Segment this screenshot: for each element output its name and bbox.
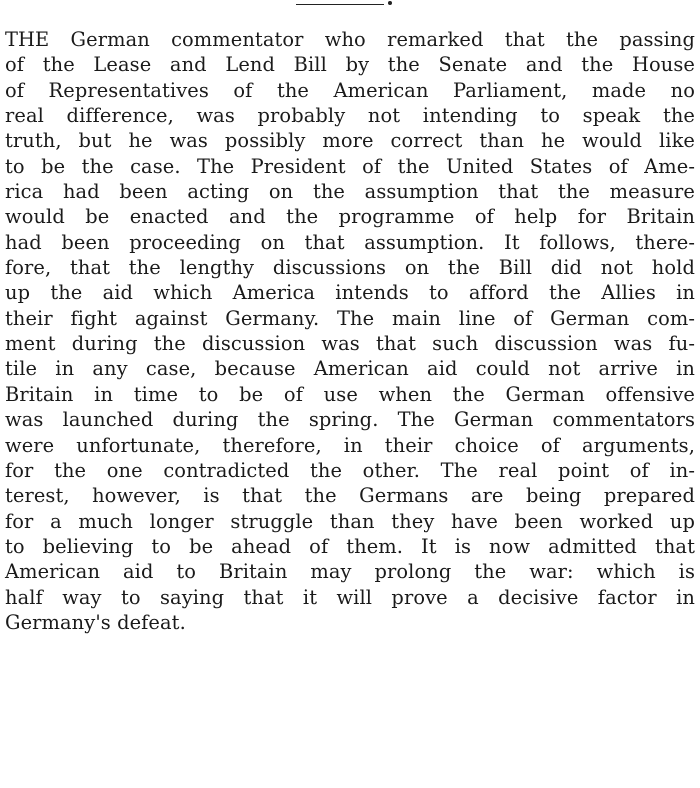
article-line: had been proceeding on that assumption. It follows, there-: [5, 230, 695, 254]
article-line: to believing to be ahead of them. It is now admitted that: [5, 534, 695, 558]
article-line: of Representatives of the American Parliament, made no: [5, 78, 695, 102]
article-line: for the one contradicted the other. The real point of in-: [5, 458, 695, 482]
article-line: American aid to Britain may prolong the war: which is: [5, 560, 695, 584]
article-line-final: Germany's defeat.: [5, 610, 186, 634]
article-line: of the Lease and Lend Bill by the Senate and the House: [5, 53, 695, 77]
divider-dot: [388, 1, 392, 5]
article-line: for a much longer struggle than they have been worked up: [5, 509, 695, 533]
article-line: THE German commentator who remarked that the passing: [5, 28, 695, 51]
article-line: truth, but he was possibly more correct than he would like: [5, 129, 695, 153]
article-line: were unfortunate, therefore, in their choice of arguments,: [5, 433, 695, 457]
article-line: rica had been acting on the assumption that the measure: [5, 180, 695, 204]
article-line: was launched during the spring. The German commentators: [5, 408, 695, 432]
article-line: their fight against Germany. The main line of German com-: [5, 306, 695, 330]
article-line: tile in any case, because American aid could not arrive in: [5, 357, 695, 381]
article-line: to be the case. The President of the United States of Ame-: [5, 154, 695, 178]
article-line: would be enacted and the programme of help for Britain: [5, 205, 695, 229]
article-line: real difference, was probably not intending to speak the: [5, 104, 695, 128]
article-line: up the aid which America intends to afford the Allies in: [5, 281, 695, 305]
article-line: fore, that the lengthy discussions on the Bill did not hold: [5, 256, 695, 280]
article-line: half way to saying that it will prove a decisive factor in: [5, 585, 695, 609]
article-body: [5, 27, 695, 635]
article-line: ment during the discussion was that such discussion was fu-: [5, 332, 695, 356]
section-divider-rule: [296, 4, 384, 5]
article-line: Britain in time to be of use when the German offensive: [5, 382, 695, 406]
article-line: terest, however, is that the Germans are being prepared: [5, 484, 695, 508]
